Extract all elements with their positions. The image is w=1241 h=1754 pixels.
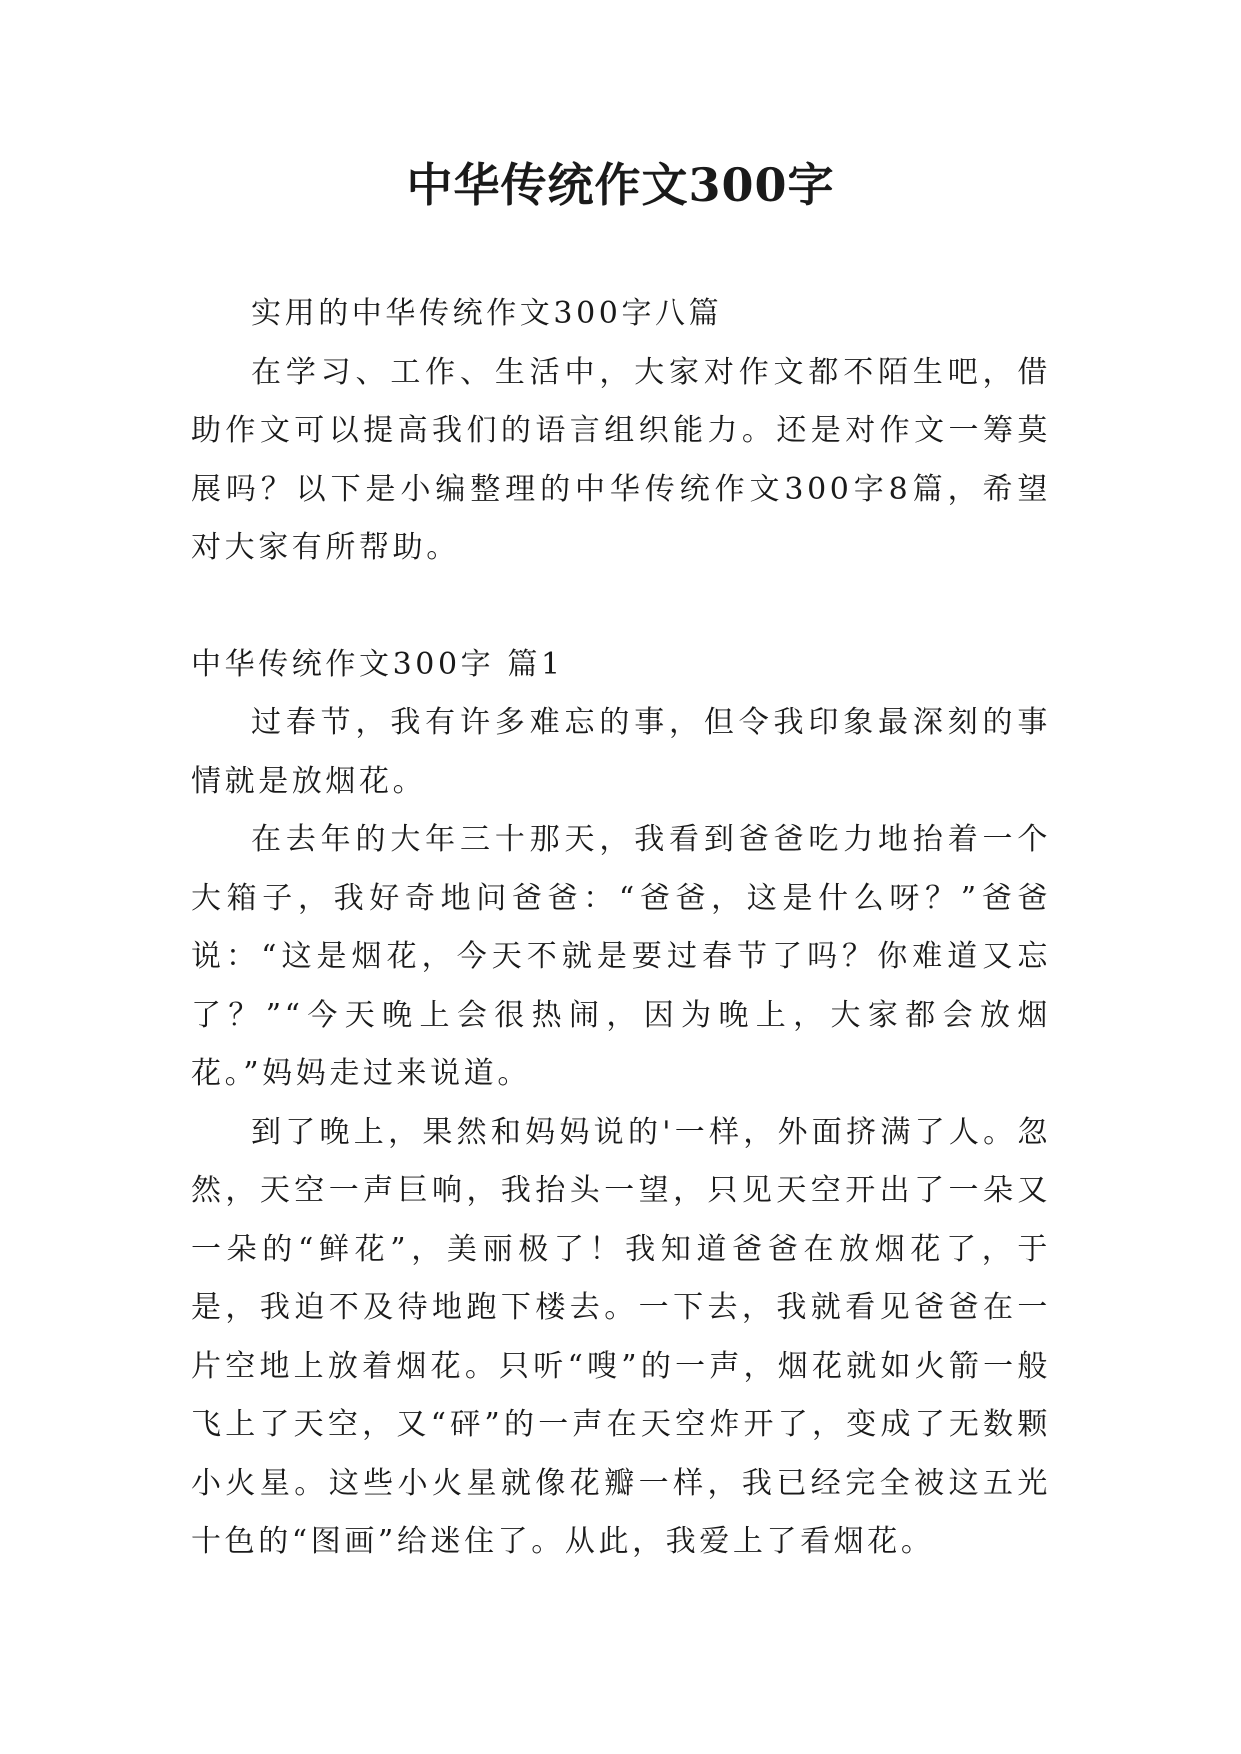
section-paragraph: 到了晚上，果然和妈妈说的'一样，外面挤满了人。忽然，天空一声巨响，我抬头一望，只见天空开出了一朵又一朵的“鲜花”，美丽极了！我知道爸爸在放烟花了，于是，我迫不及待地跑下楼去。一下去，我就看见爸爸在一片空地上放着烟花。只听“嗖”的一声，烟花就如火箭一般飞上了天空，又“砰”的一声在天空炸开了，变成了无数颗小火星。这些小火星就像花瓣一样，我已经完全被这五光十色的“图画”给迷住了。从此，我爱上了看烟花。 <box>191 1114 1051 1559</box>
section-paragraph: 过春节，我有许多难忘的事，但令我印象最深刻的事情就是放烟花。 <box>191 705 1051 799</box>
document-subtitle: 实用的中华传统作文300字八篇 <box>251 296 723 331</box>
section-heading: 中华传统作文300字 篇1 <box>191 646 564 682</box>
section-paragraph: 在去年的大年三十那天，我看到爸爸吃力地抬着一个大箱子，我好奇地问爸爸：“爸爸，这是什么呀？”爸爸说：“这是烟花，今天不就是要过春节了吗？你难道又忘了？”“今天晚上会很热闹，因为晚上，大家都会放烟花。”妈妈走过来说道。 <box>191 822 1051 1091</box>
page-title: 中华传统作文300字 <box>406 158 835 212</box>
document-body <box>191 285 1051 1572</box>
intro-paragraph: 在学习、工作、生活中，大家对作文都不陌生吧，借助作文可以提高我们的语言组织能力。还是对作文一筹莫展吗？以下是小编整理的中华传统作文300字8篇，希望对大家有所帮助。 <box>191 354 1051 565</box>
